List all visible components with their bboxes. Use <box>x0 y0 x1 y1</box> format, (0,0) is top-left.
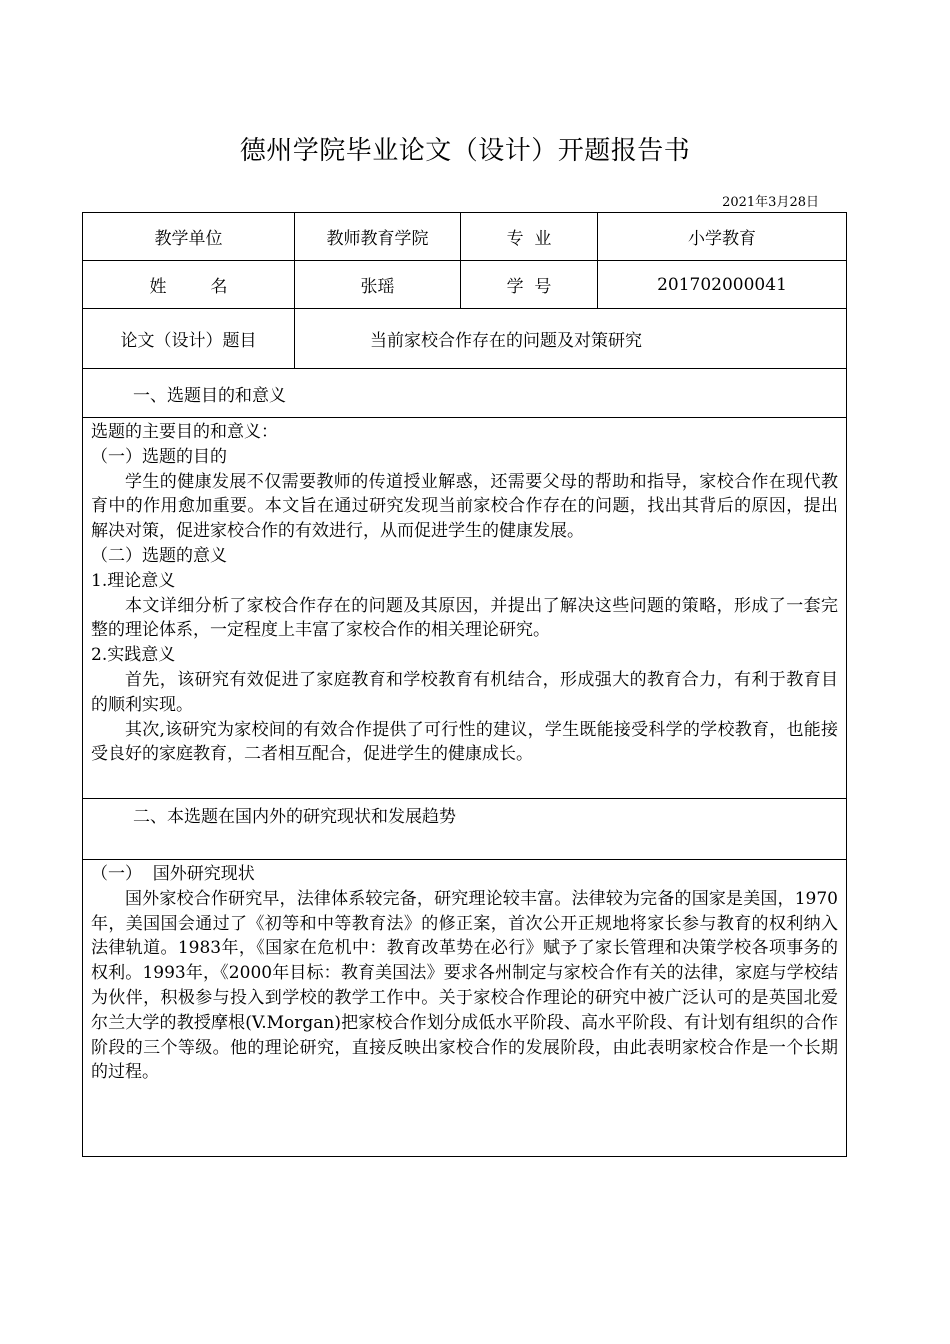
unit-value: 教师教育学院 <box>295 213 461 261</box>
section2-body <box>83 860 847 1157</box>
section1-body <box>83 418 847 799</box>
major-label: 专 业 <box>461 213 598 261</box>
name-label-char1: 姓 <box>149 277 167 297</box>
section1-lead: 选题的主要目的和意义： <box>91 422 278 442</box>
section1-heading: 一、选题目的和意义 <box>83 369 847 418</box>
section1-para4: 其次,该研究为家校间的有效合作提供了可行性的建议，学生既能接受科学的学校教育，也能接受良好的家庭教育，二者相互配合，促进学生的健康成长。 <box>91 719 838 765</box>
section1-body-row <box>83 418 847 799</box>
section2-body-row <box>83 860 847 1157</box>
row-topic <box>83 309 847 369</box>
id-label: 学 号 <box>461 261 598 309</box>
section1-para2: 本文详细分析了家校合作存在的问题及其原因，并提出了解决这些问题的策略，形成了一套完整的理论体系，一定程度上丰富了家校合作的相关理论研究。 <box>91 595 838 641</box>
topic-value: 当前家校合作存在的问题及对策研究 <box>295 309 847 369</box>
name-value: 张瑶 <box>295 261 461 309</box>
section2-heading-row <box>83 799 847 860</box>
document-title: 德州学院毕业论文（设计）开题报告书 <box>239 136 691 166</box>
topic-label: 论文（设计）题目 <box>83 309 295 369</box>
section1-para1: 学生的健康发展不仅需要教师的传道授业解惑，还需要父母的帮助和指导，家校合作在现代教育中的作用愈加重要。本文旨在通过研究发现当前家校合作存在的问题，找出其背后的原因，提出解决对策，促进家校合作的有效进行，从而促进学生的健康发展。 <box>91 471 838 542</box>
name-label-char2: 名 <box>210 277 228 297</box>
section1-sub1: （一）选题的目的 <box>91 446 227 467</box>
name-label <box>83 261 295 309</box>
unit-label: 教学单位 <box>83 213 295 261</box>
row-unit-major <box>83 213 847 261</box>
section1-sub2: （二）选题的意义 <box>91 545 227 566</box>
row-name-id <box>83 261 847 309</box>
section2-sub1: （一） 国外研究现状 <box>91 864 255 884</box>
section1-heading-row <box>83 369 847 418</box>
section1-sub2b: 2.实践意义 <box>91 645 176 666</box>
section1-sub2a: 1.理论意义 <box>91 570 176 591</box>
section2-para1: 国外家校合作研究早，法律体系较完备，研究理论较丰富。法律较为完备的国家是美国，1970年，美国国会通过了《初等和中等教育法》的修正案，首次公开正规地将家长参与教育的权利纳入法律轨道。1983年，《国家在危机中：教育改革势在必行》赋予了家长管理和决策学校各项事务的权利。1993年，《2000年目标：教育美国法》要求各州制定与家校合作有关的法律，家庭与学校结为伙伴，积极参与投入到学校的教学工作中。关于家校合作理论的研究中被广泛认可的是英国北爱尔兰大学的教授摩根(V.Morgan)把家校合作划分成低水平阶段、高水平阶段、有计划有组织的合作阶段的三个等级。他的理论研究，直接反映出家校合作的发展阶段，由此表明家校合作是一个长期的过程。 <box>91 888 838 1083</box>
id-value: 201702000041 <box>598 261 847 309</box>
report-date: 2021年3月28日 <box>722 195 819 210</box>
section2-heading: 二、本选题在国内外的研究现状和发展趋势 <box>83 799 847 860</box>
section1-para3: 首先，该研究有效促进了家庭教育和学校教育有机结合，形成强大的教育合力，有利于教育目的顺利实现。 <box>91 669 838 715</box>
report-table <box>82 212 847 1157</box>
major-value: 小学教育 <box>598 213 847 261</box>
